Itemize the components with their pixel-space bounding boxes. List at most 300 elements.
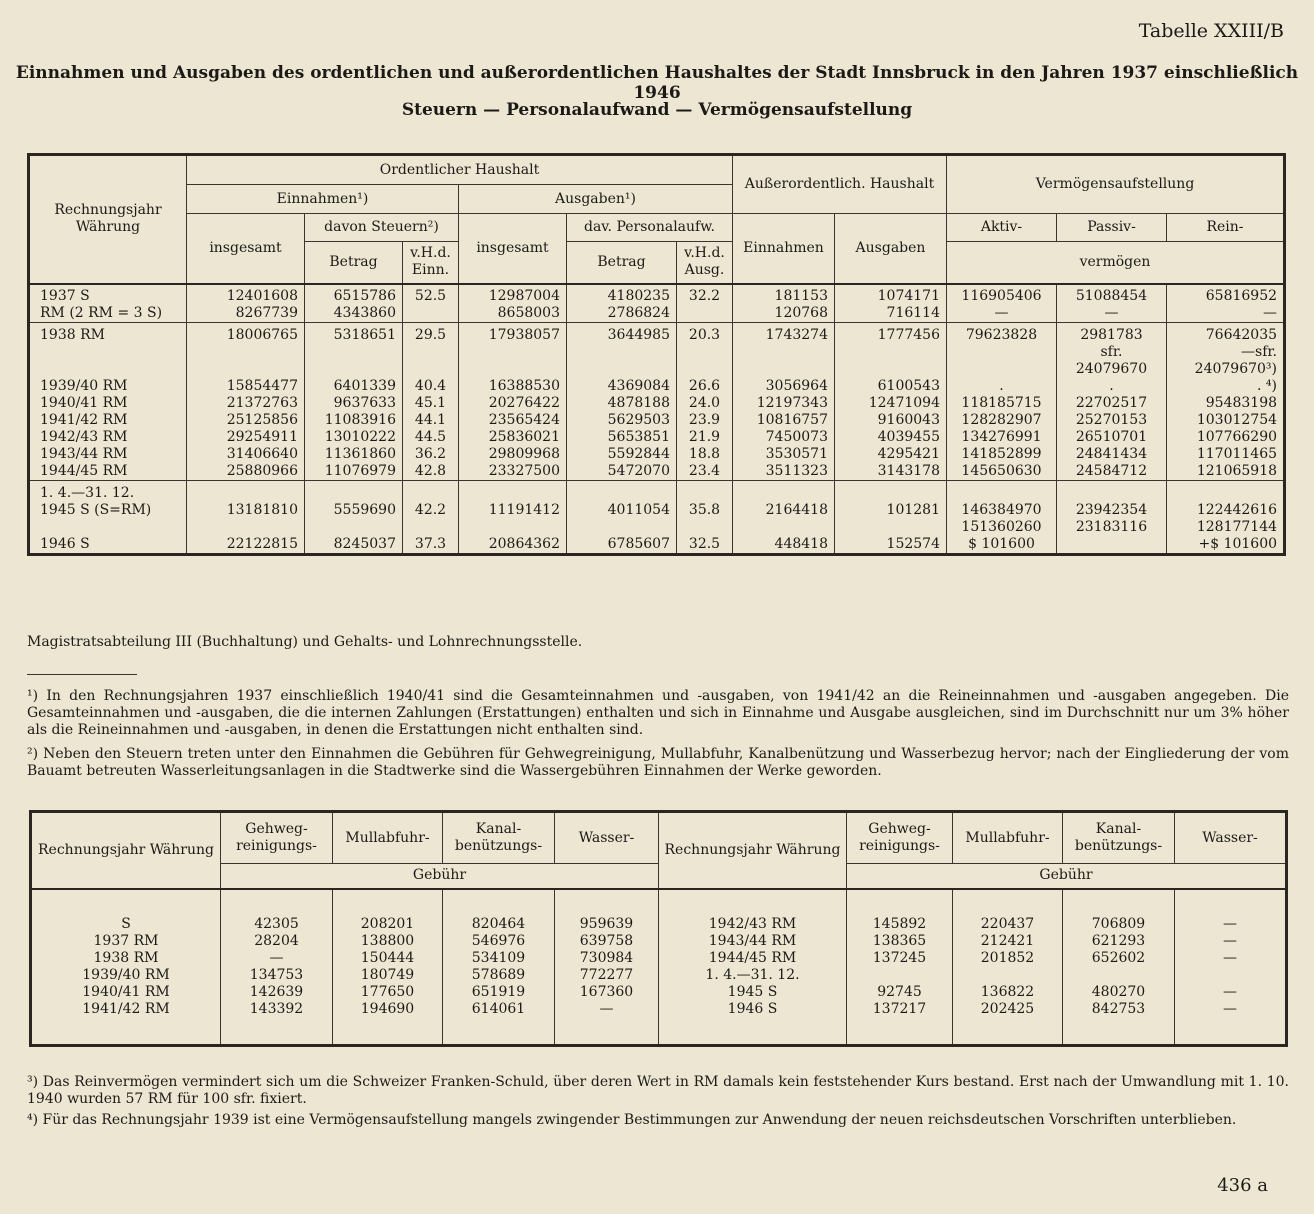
- fee-cell-m: 150444: [333, 950, 443, 967]
- cell-ausg: 20276422: [459, 395, 567, 412]
- fee-cell-m2: 212421: [953, 933, 1063, 950]
- header-ao-einnahmen: Einnahmen: [733, 214, 835, 284]
- cell-pas: 22702517: [1057, 395, 1167, 412]
- cell-eins: [187, 361, 305, 378]
- fee-cell-m2: 201852: [953, 950, 1063, 967]
- fee-cell-w2: —: [1175, 1001, 1287, 1046]
- fee-cell-w2: [1175, 967, 1287, 984]
- header-einnahmen-insgesamt: insgesamt: [187, 214, 305, 284]
- cell-st: 11361860: [305, 446, 403, 463]
- cell-aoe: [733, 519, 835, 536]
- cell-ausg: 23327500: [459, 463, 567, 481]
- cell-aoe: 3056964: [733, 378, 835, 395]
- header-aktiv: Aktiv-: [947, 214, 1057, 242]
- cell-pe: 36.2: [403, 446, 459, 463]
- fee-cell-yr: 1945 S: [659, 984, 847, 1001]
- cell-rein: 65816952: [1167, 284, 1285, 305]
- cell-aoe: [733, 344, 835, 361]
- fee-table-row: [31, 950, 1287, 967]
- fee-cell-k2: 652602: [1063, 950, 1175, 967]
- cell-pe: 29.5: [403, 322, 459, 344]
- fee-header-wasser-2: Wasser-: [1175, 812, 1287, 864]
- cell-pe: [403, 344, 459, 361]
- fee-header-mull: Mullabfuhr-: [333, 812, 443, 864]
- cell-pers: 4369084: [567, 378, 677, 395]
- cell-year: [29, 519, 187, 536]
- cell-year: 1946 S: [29, 536, 187, 555]
- cell-rein: 117011465: [1167, 446, 1285, 463]
- fee-cell-yl: S: [31, 889, 221, 933]
- fee-table-row: [31, 889, 1287, 933]
- cell-ausg: 17938057: [459, 322, 567, 344]
- cell-rein: [1167, 480, 1285, 502]
- fee-cell-m2: 220437: [953, 889, 1063, 933]
- header-steuern-betrag: Betrag: [305, 242, 403, 284]
- cell-pas: .: [1057, 378, 1167, 395]
- cell-ausg: 25836021: [459, 429, 567, 446]
- cell-aoa: 3143178: [835, 463, 947, 481]
- cell-akt: 134276991: [947, 429, 1057, 446]
- cell-eins: 13181810: [187, 502, 305, 519]
- table-row: [29, 446, 1285, 463]
- fee-cell-w2: —: [1175, 984, 1287, 1001]
- fee-cell-w2: —: [1175, 889, 1287, 933]
- header-ordentlicher-haushalt: Ordentlicher Haushalt: [187, 155, 733, 185]
- cell-pas: 26510701: [1057, 429, 1167, 446]
- fee-cell-w: 167360: [555, 984, 659, 1001]
- cell-akt: [947, 480, 1057, 502]
- fee-cell-m: 208201: [333, 889, 443, 933]
- cell-eins: [187, 344, 305, 361]
- cell-year: 1945 S (S=RM): [29, 502, 187, 519]
- fee-cell-w2: —: [1175, 950, 1287, 967]
- fee-cell-w2: —: [1175, 933, 1287, 950]
- fee-cell-k2: [1063, 967, 1175, 984]
- fee-cell-yl: 1937 RM: [31, 933, 221, 950]
- cell-eins: 31406640: [187, 446, 305, 463]
- cell-pa: 21.9: [677, 429, 733, 446]
- fee-cell-g2: 92745: [847, 984, 953, 1001]
- cell-eins: 15854477: [187, 378, 305, 395]
- cell-st: 5559690: [305, 502, 403, 519]
- fee-header-gehweg-2: Gehweg-reinigungs-: [847, 812, 953, 864]
- fee-cell-yl: 1939/40 RM: [31, 967, 221, 984]
- fee-cell-g: 143392: [221, 1001, 333, 1046]
- cell-rein: +$ 101600: [1167, 536, 1285, 555]
- fee-cell-g: 142639: [221, 984, 333, 1001]
- cell-pe: [403, 480, 459, 502]
- fee-cell-m2: 136822: [953, 984, 1063, 1001]
- fee-cell-m: 177650: [333, 984, 443, 1001]
- fee-cell-yl: 1938 RM: [31, 950, 221, 967]
- fee-cell-k: 578689: [443, 967, 555, 984]
- cell-ausg: 11191412: [459, 502, 567, 519]
- table-number: Tabelle XXIII/B: [1138, 20, 1284, 42]
- cell-aoa: [835, 480, 947, 502]
- fee-cell-yr: 1946 S: [659, 1001, 847, 1046]
- cell-pers: 5472070: [567, 463, 677, 481]
- cell-aoa: 9160043: [835, 412, 947, 429]
- fee-cell-m2: 202425: [953, 1001, 1063, 1046]
- cell-aoa: 1777456: [835, 322, 947, 344]
- table-row: [29, 502, 1285, 519]
- header-ao-ausgaben: Ausgaben: [835, 214, 947, 284]
- cell-aoe: [733, 480, 835, 502]
- fee-cell-g2: 138365: [847, 933, 953, 950]
- cell-st: 6401339: [305, 378, 403, 395]
- fee-cell-k2: 706809: [1063, 889, 1175, 933]
- table-row: [29, 536, 1285, 555]
- cell-year: 1. 4.—31. 12.: [29, 480, 187, 502]
- table-row: [29, 378, 1285, 395]
- cell-rein: 95483198: [1167, 395, 1285, 412]
- cell-pa: [677, 305, 733, 323]
- main-table: [27, 153, 1286, 556]
- cell-st: [305, 480, 403, 502]
- cell-year: 1942/43 RM: [29, 429, 187, 446]
- cell-ausg: [459, 480, 567, 502]
- cell-akt: [947, 344, 1057, 361]
- cell-ausg: [459, 361, 567, 378]
- cell-st: 8245037: [305, 536, 403, 555]
- fee-cell-w: —: [555, 1001, 659, 1046]
- cell-akt: 128282907: [947, 412, 1057, 429]
- cell-aoa: 6100543: [835, 378, 947, 395]
- cell-aoe: 3511323: [733, 463, 835, 481]
- cell-pers: [567, 344, 677, 361]
- cell-st: 6515786: [305, 284, 403, 305]
- table-row: [29, 361, 1285, 378]
- fee-header-year-left: Rechnungsjahr Währung: [31, 812, 221, 889]
- fee-cell-k: 651919: [443, 984, 555, 1001]
- cell-aoa: 101281: [835, 502, 947, 519]
- page-subtitle: Steuern — Personalaufwand — Vermögensaufstellung: [401, 100, 913, 120]
- cell-eins: 12401608: [187, 284, 305, 305]
- cell-pa: 32.2: [677, 284, 733, 305]
- fee-table-row: [31, 933, 1287, 950]
- cell-pe: [403, 305, 459, 323]
- cell-aoe: 7450073: [733, 429, 835, 446]
- cell-aoe: 10816757: [733, 412, 835, 429]
- cell-pe: 42.2: [403, 502, 459, 519]
- table-row: [29, 284, 1285, 305]
- header-passiv: Passiv-: [1057, 214, 1167, 242]
- header-davon-steuern: davon Steuern²): [305, 214, 459, 242]
- fee-cell-yr: 1943/44 RM: [659, 933, 847, 950]
- fee-table-row: [31, 967, 1287, 984]
- fee-cell-m: 180749: [333, 967, 443, 984]
- footnote-2: ²) Neben den Steuern treten unter den Einnahmen die Gebühren für Gehwegreinigung, Mullabfuhr, Kanalbenützung und Wasserbezug hervor; nach der Eingliederung der vom Bauamt betreuten Wasserleitungsanlagen in die Stadtwerke sind die Wassergebühren Einnahmen der Werke geworden.: [27, 746, 1289, 779]
- cell-rein: 121065918: [1167, 463, 1285, 481]
- cell-akt: 118185715: [947, 395, 1057, 412]
- header-vhd-einn: v.H.d. Einn.: [403, 242, 459, 284]
- cell-aoa: 716114: [835, 305, 947, 323]
- cell-akt: 141852899: [947, 446, 1057, 463]
- cell-pa: 18.8: [677, 446, 733, 463]
- cell-pas: 23183116: [1057, 519, 1167, 536]
- fee-cell-w: 959639: [555, 889, 659, 933]
- cell-pas: 24584712: [1057, 463, 1167, 481]
- fee-cell-yl: 1940/41 RM: [31, 984, 221, 1001]
- fee-cell-k: 614061: [443, 1001, 555, 1046]
- cell-pe: [403, 519, 459, 536]
- fee-cell-k2: 842753: [1063, 1001, 1175, 1046]
- fee-cell-k2: 480270: [1063, 984, 1175, 1001]
- cell-aoe: 3530571: [733, 446, 835, 463]
- cell-akt: 116905406: [947, 284, 1057, 305]
- fee-cell-k: 546976: [443, 933, 555, 950]
- cell-eins: 18006765: [187, 322, 305, 344]
- cell-pas: 2981783: [1057, 322, 1167, 344]
- header-rein: Rein-: [1167, 214, 1285, 242]
- header-personal-betrag: Betrag: [567, 242, 677, 284]
- fee-header-mull-2: Mullabfuhr-: [953, 812, 1063, 864]
- cell-pas: [1057, 536, 1167, 555]
- table-row: [29, 412, 1285, 429]
- cell-pa: 24.0: [677, 395, 733, 412]
- cell-year: 1943/44 RM: [29, 446, 187, 463]
- cell-eins: 8267739: [187, 305, 305, 323]
- cell-aoa: 152574: [835, 536, 947, 555]
- fee-cell-g: 28204: [221, 933, 333, 950]
- cell-aoe: 120768: [733, 305, 835, 323]
- fee-cell-yr: 1944/45 RM: [659, 950, 847, 967]
- cell-rein: —sfr.: [1167, 344, 1285, 361]
- cell-pas: 51088454: [1057, 284, 1167, 305]
- fee-header-gebuehr: Gebühr: [221, 864, 659, 889]
- cell-eins: 29254911: [187, 429, 305, 446]
- fee-header-kanal-2: Kanal-benützungs-: [1063, 812, 1175, 864]
- cell-aoe: 2164418: [733, 502, 835, 519]
- table-row: [29, 395, 1285, 412]
- cell-rein: 122442616: [1167, 502, 1285, 519]
- cell-pas: [1057, 480, 1167, 502]
- fee-header-kanal: Kanal-benützungs-: [443, 812, 555, 864]
- table-row: [29, 429, 1285, 446]
- cell-pa: 32.5: [677, 536, 733, 555]
- header-year-currency: Rechnungsjahr Währung: [29, 155, 187, 284]
- cell-pa: [677, 480, 733, 502]
- cell-pers: [567, 480, 677, 502]
- cell-year: RM (2 RM = 3 S): [29, 305, 187, 323]
- cell-aoe: 1743274: [733, 322, 835, 344]
- fee-cell-k: 534109: [443, 950, 555, 967]
- cell-year: 1940/41 RM: [29, 395, 187, 412]
- cell-year: [29, 361, 187, 378]
- cell-st: 4343860: [305, 305, 403, 323]
- cell-pas: sfr.: [1057, 344, 1167, 361]
- fee-table-row: [31, 984, 1287, 1001]
- cell-pa: 35.8: [677, 502, 733, 519]
- cell-pers: 2786824: [567, 305, 677, 323]
- cell-aoa: [835, 344, 947, 361]
- cell-akt: [947, 361, 1057, 378]
- cell-year: [29, 344, 187, 361]
- cell-eins: 21372763: [187, 395, 305, 412]
- cell-pers: 3644985: [567, 322, 677, 344]
- cell-ausg: [459, 519, 567, 536]
- cell-pa: 20.3: [677, 322, 733, 344]
- cell-st: 5318651: [305, 322, 403, 344]
- cell-ausg: 16388530: [459, 378, 567, 395]
- cell-pe: 45.1: [403, 395, 459, 412]
- fee-table-row: [31, 1001, 1287, 1046]
- fee-cell-g2: 137217: [847, 1001, 953, 1046]
- header-vhd-ausg: v.H.d. Ausg.: [677, 242, 733, 284]
- header-ausgaben: Ausgaben¹): [459, 185, 733, 214]
- cell-st: 11083916: [305, 412, 403, 429]
- cell-st: [305, 344, 403, 361]
- cell-pa: [677, 519, 733, 536]
- fee-cell-g2: 145892: [847, 889, 953, 933]
- fee-header-gehweg: Gehweg-reinigungs-: [221, 812, 333, 864]
- source-note: Magistratsabteilung III (Buchhaltung) und Gehalts- und Lohnrechnungsstelle.: [27, 634, 583, 650]
- header-ausserordentlich: Außerordentlich. Haushalt: [733, 155, 947, 214]
- footnote-rule: [27, 674, 137, 675]
- cell-eins: [187, 480, 305, 502]
- header-vermoegensaufstellung: Vermögensaufstellung: [947, 155, 1285, 214]
- cell-eins: 25125856: [187, 412, 305, 429]
- cell-ausg: 20864362: [459, 536, 567, 555]
- cell-pa: [677, 361, 733, 378]
- table-row: [29, 519, 1285, 536]
- cell-st: [305, 519, 403, 536]
- cell-rein: 103012754: [1167, 412, 1285, 429]
- cell-rein: —: [1167, 305, 1285, 323]
- cell-aoa: 1074171: [835, 284, 947, 305]
- fee-cell-yr: 1942/43 RM: [659, 889, 847, 933]
- cell-pers: 4180235: [567, 284, 677, 305]
- cell-pers: [567, 519, 677, 536]
- cell-st: 9637633: [305, 395, 403, 412]
- cell-aoa: 4295421: [835, 446, 947, 463]
- cell-pas: 23942354: [1057, 502, 1167, 519]
- cell-st: [305, 361, 403, 378]
- table-row: [29, 344, 1285, 361]
- cell-rein: 76642035: [1167, 322, 1285, 344]
- fee-cell-yl: 1941/42 RM: [31, 1001, 221, 1046]
- cell-pas: 24079670: [1057, 361, 1167, 378]
- cell-rein: . ⁴): [1167, 378, 1285, 395]
- page-number: 436 a: [1217, 1175, 1268, 1196]
- fee-cell-m: 138800: [333, 933, 443, 950]
- fee-cell-g2: [847, 967, 953, 984]
- cell-akt: —: [947, 305, 1057, 323]
- cell-pa: 26.6: [677, 378, 733, 395]
- cell-eins: 22122815: [187, 536, 305, 555]
- cell-aoe: 448418: [733, 536, 835, 555]
- cell-year: 1944/45 RM: [29, 463, 187, 481]
- cell-eins: [187, 519, 305, 536]
- cell-pers: 5653851: [567, 429, 677, 446]
- cell-rein: 107766290: [1167, 429, 1285, 446]
- cell-pers: 6785607: [567, 536, 677, 555]
- cell-ausg: 12987004: [459, 284, 567, 305]
- cell-aoe: 12197343: [733, 395, 835, 412]
- cell-ausg: 8658003: [459, 305, 567, 323]
- fee-cell-g: 42305: [221, 889, 333, 933]
- cell-pas: 24841434: [1057, 446, 1167, 463]
- cell-pe: 40.4: [403, 378, 459, 395]
- cell-year: 1938 RM: [29, 322, 187, 344]
- cell-year: 1937 S: [29, 284, 187, 305]
- fee-cell-w: 730984: [555, 950, 659, 967]
- table-row: [29, 463, 1285, 481]
- cell-pe: 42.8: [403, 463, 459, 481]
- cell-pers: 5629503: [567, 412, 677, 429]
- cell-pa: 23.4: [677, 463, 733, 481]
- cell-ausg: 23565424: [459, 412, 567, 429]
- footnote-3: ³) Das Reinvermögen vermindert sich um die Schweizer Franken-Schuld, über deren Wert in RM damals kein feststehender Kurs bestand. Erst nach der Umwandlung mit 1. 10. 1940 wurden 57 RM für 100 sfr. fixiert.: [27, 1074, 1289, 1107]
- cell-ausg: [459, 344, 567, 361]
- footnote-4: ⁴) Für das Rechnungsjahr 1939 ist eine Vermögensaufstellung mangels zwingender Bestimmungen zur Anwendung der neuen reichsdeutschen Vorschriften unterblieben.: [27, 1112, 1237, 1128]
- cell-pa: [677, 344, 733, 361]
- cell-aoe: 181153: [733, 284, 835, 305]
- cell-aoa: 12471094: [835, 395, 947, 412]
- cell-aoa: 4039455: [835, 429, 947, 446]
- fee-cell-m: 194690: [333, 1001, 443, 1046]
- cell-rein: 24079670³): [1167, 361, 1285, 378]
- fee-header-year-right: Rechnungsjahr Währung: [659, 812, 847, 889]
- header-ausgaben-insgesamt: insgesamt: [459, 214, 567, 284]
- cell-pers: 4878188: [567, 395, 677, 412]
- table-row: [29, 480, 1285, 502]
- cell-st: 13010222: [305, 429, 403, 446]
- cell-pe: 52.5: [403, 284, 459, 305]
- cell-ausg: 29809968: [459, 446, 567, 463]
- fee-cell-g: —: [221, 950, 333, 967]
- fee-cell-g2: 137245: [847, 950, 953, 967]
- footnote-1: ¹) In den Rechnungsjahren 1937 einschließlich 1940/41 sind die Gesamteinnahmen und -ausgaben, von 1941/42 an die Reineinnahmen und -ausgaben angegeben. Die Gesamteinnahmen und -ausgaben, die die internen Zahlungen (Erstattungen) enthalten und sich in Einnahme und Ausgabe ausgleichen, sind im Durchschnitt nur um 3% höher als die Reineinnahmen und -ausgaben, in denen die Erstattungen nicht enthalten sind.: [27, 688, 1289, 738]
- cell-pers: 4011054: [567, 502, 677, 519]
- cell-rein: 128177144: [1167, 519, 1285, 536]
- cell-pe: 44.1: [403, 412, 459, 429]
- cell-akt: 145650630: [947, 463, 1057, 481]
- header-einnahmen: Einnahmen¹): [187, 185, 459, 214]
- cell-pa: 23.9: [677, 412, 733, 429]
- cell-pe: 37.3: [403, 536, 459, 555]
- fee-header-wasser: Wasser-: [555, 812, 659, 864]
- cell-pe: 44.5: [403, 429, 459, 446]
- fee-header-gebuehr-2: Gebühr: [847, 864, 1287, 889]
- fee-cell-k: 820464: [443, 889, 555, 933]
- cell-pers: [567, 361, 677, 378]
- cell-pers: 5592844: [567, 446, 677, 463]
- fee-cell-k2: 621293: [1063, 933, 1175, 950]
- page-title: Einnahmen und Ausgaben des ordentlichen und außerordentlichen Haushaltes der Stadt Innsbruck in den Jahren 1937 einschließlich 1946: [15, 63, 1299, 103]
- fee-cell-w: 772277: [555, 967, 659, 984]
- cell-st: 11076979: [305, 463, 403, 481]
- table-row: [29, 305, 1285, 323]
- cell-pe: [403, 361, 459, 378]
- cell-akt: .: [947, 378, 1057, 395]
- cell-year: 1939/40 RM: [29, 378, 187, 395]
- fee-cell-w: 639758: [555, 933, 659, 950]
- cell-akt: $ 101600: [947, 536, 1057, 555]
- cell-aoe: [733, 361, 835, 378]
- table-row: [29, 322, 1285, 344]
- fee-cell-yr: 1. 4.—31. 12.: [659, 967, 847, 984]
- cell-aoa: [835, 361, 947, 378]
- cell-aoa: [835, 519, 947, 536]
- fee-cell-m2: [953, 967, 1063, 984]
- cell-pas: —: [1057, 305, 1167, 323]
- cell-year: 1941/42 RM: [29, 412, 187, 429]
- cell-pas: 25270153: [1057, 412, 1167, 429]
- cell-eins: 25880966: [187, 463, 305, 481]
- header-personalaufwand: dav. Personalaufw.: [567, 214, 733, 242]
- cell-akt: 79623828: [947, 322, 1057, 344]
